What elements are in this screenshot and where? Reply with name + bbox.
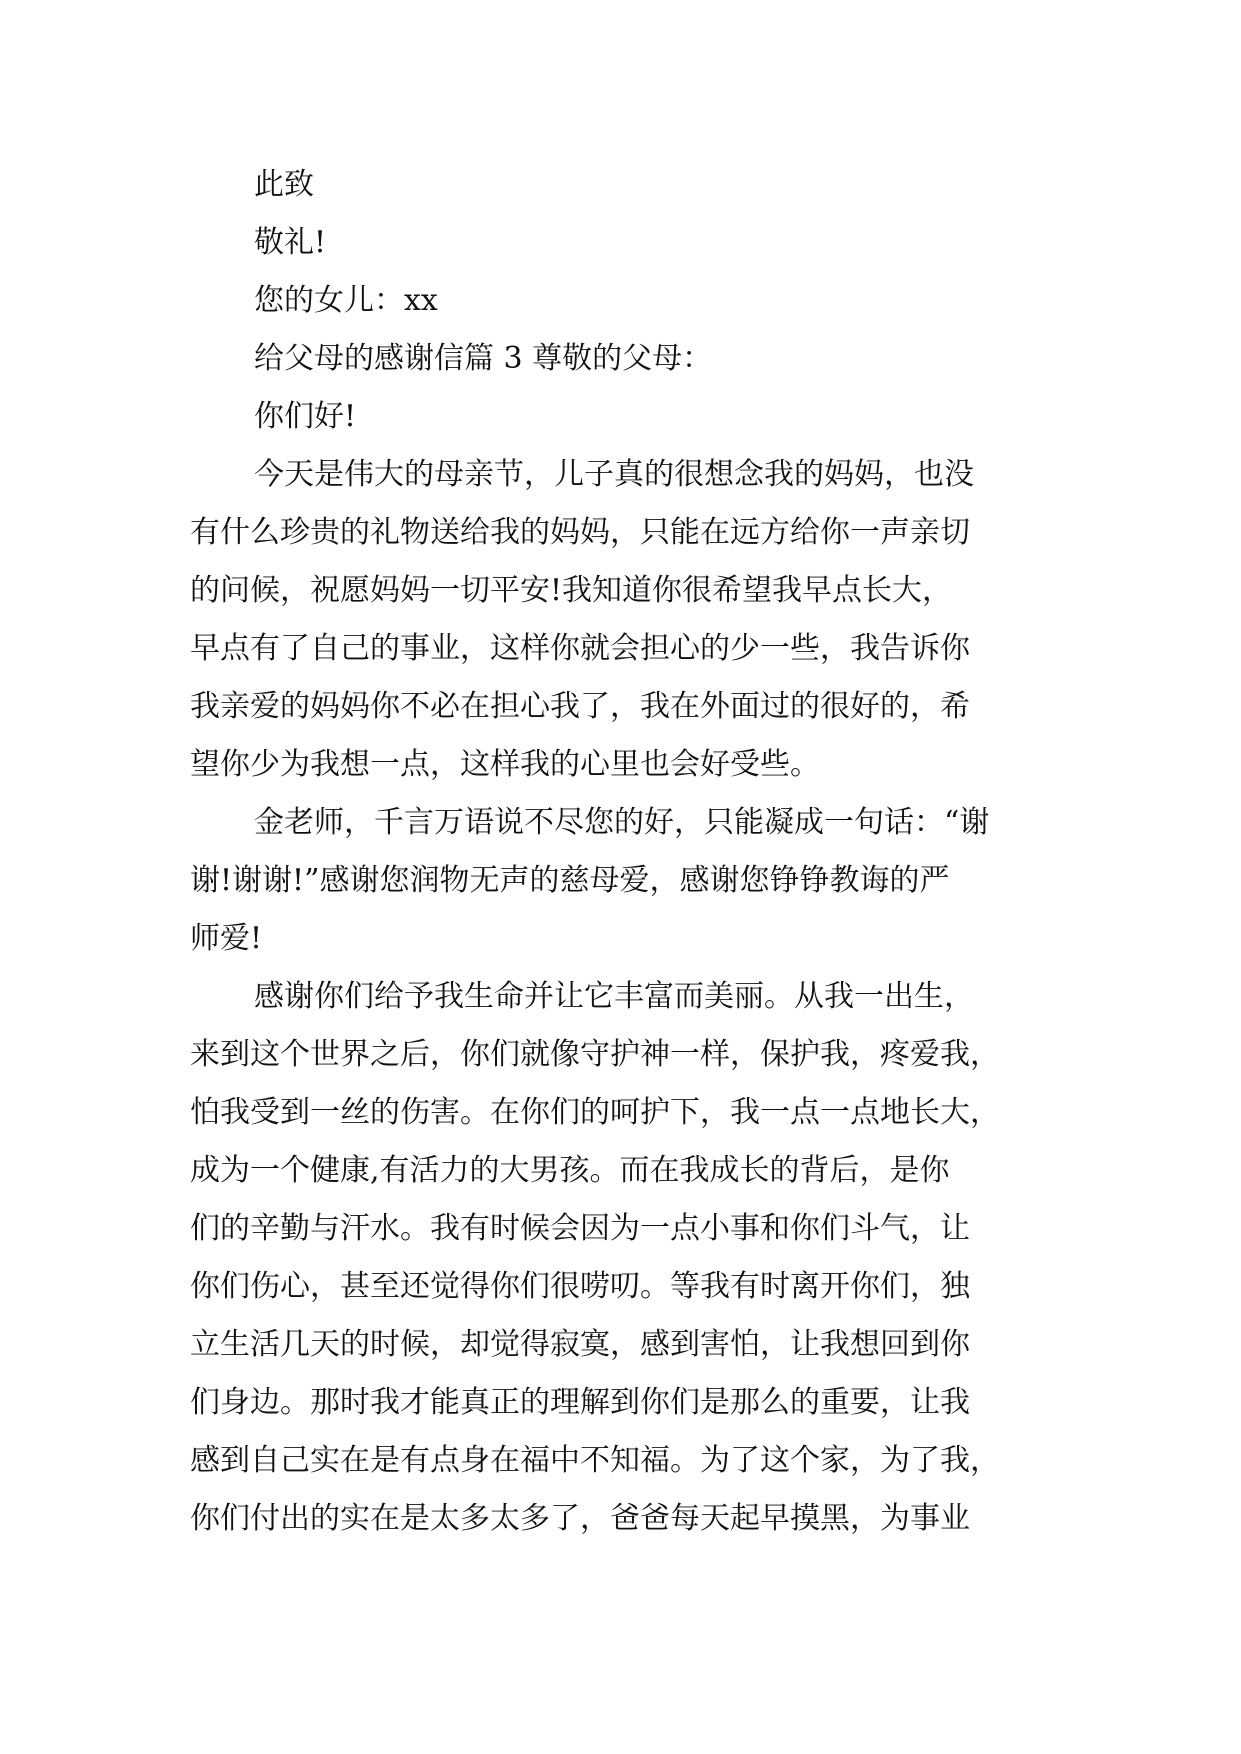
paragraph-line: 怕我受到一丝的伤害。在你们的呵护下，我一点一点地长大，	[190, 1095, 1000, 1130]
paragraph-line: 有什么珍贵的礼物送给我的妈妈，只能在远方给你一声亲切	[190, 515, 970, 550]
paragraph-line: 我亲爱的妈妈你不必在担心我了，我在外面过的很好的，希	[190, 689, 970, 724]
paragraph-line: 你们付出的实在是太多太多了，爸爸每天起早摸黑，为事业	[190, 1501, 970, 1536]
closing-line-1: 此致	[254, 167, 314, 202]
paragraph-line: 感谢你们给予我生命并让它丰富而美丽。从我一出生，	[254, 979, 974, 1014]
paragraph-line: 们身边。那时我才能真正的理解到你们是那么的重要，让我	[190, 1385, 970, 1420]
letter-body	[190, 156, 1050, 1548]
paragraph-line: 的问候，祝愿妈妈一切平安!我知道你很希望我早点长大，	[190, 573, 953, 608]
letter-heading: 给父母的感谢信篇 3 尊敬的父母：	[254, 341, 713, 376]
greeting-line: 你们好!	[254, 399, 357, 434]
paragraph-line: 你们伤心，甚至还觉得你们很唠叨。等我有时离开你们，独	[190, 1269, 970, 1304]
closing-line-2: 敬礼!	[254, 225, 327, 260]
paragraph-line: 们的辛勤与汗水。我有时候会因为一点小事和你们斗气，让	[190, 1211, 970, 1246]
paragraph-line: 立生活几天的时候，却觉得寂寞，感到害怕，让我想回到你	[190, 1327, 970, 1362]
paragraph-gratitude	[190, 968, 1050, 1548]
paragraph-mothers-day	[190, 446, 1050, 794]
signature-line: 您的女儿：xx	[254, 283, 438, 318]
paragraph-line: 师爱!	[190, 921, 263, 956]
paragraph-line: 感到自己实在是有点身在福中不知福。为了这个家，为了我，	[190, 1443, 1000, 1478]
paragraph-line: 谢!谢谢!”感谢您润物无声的慈母爱，感谢您铮铮教诲的严	[190, 863, 950, 898]
paragraph-line: 望你少为我想一点，这样我的心里也会好受些。	[190, 747, 820, 782]
paragraph-line: 今天是伟大的母亲节，儿子真的很想念我的妈妈，也没	[254, 457, 974, 492]
paragraph-line: 来到这个世界之后，你们就像守护神一样，保护我，疼爱我，	[190, 1037, 1000, 1072]
paragraph-line: 成为一个健康,有活力的大男孩。而在我成长的背后，是你	[190, 1153, 950, 1188]
paragraph-line: 早点有了自己的事业，这样你就会担心的少一些，我告诉你	[190, 631, 970, 666]
paragraph-line: 金老师，千言万语说不尽您的好，只能凝成一句话：“谢	[254, 805, 990, 840]
paragraph-teacher	[190, 794, 1050, 968]
